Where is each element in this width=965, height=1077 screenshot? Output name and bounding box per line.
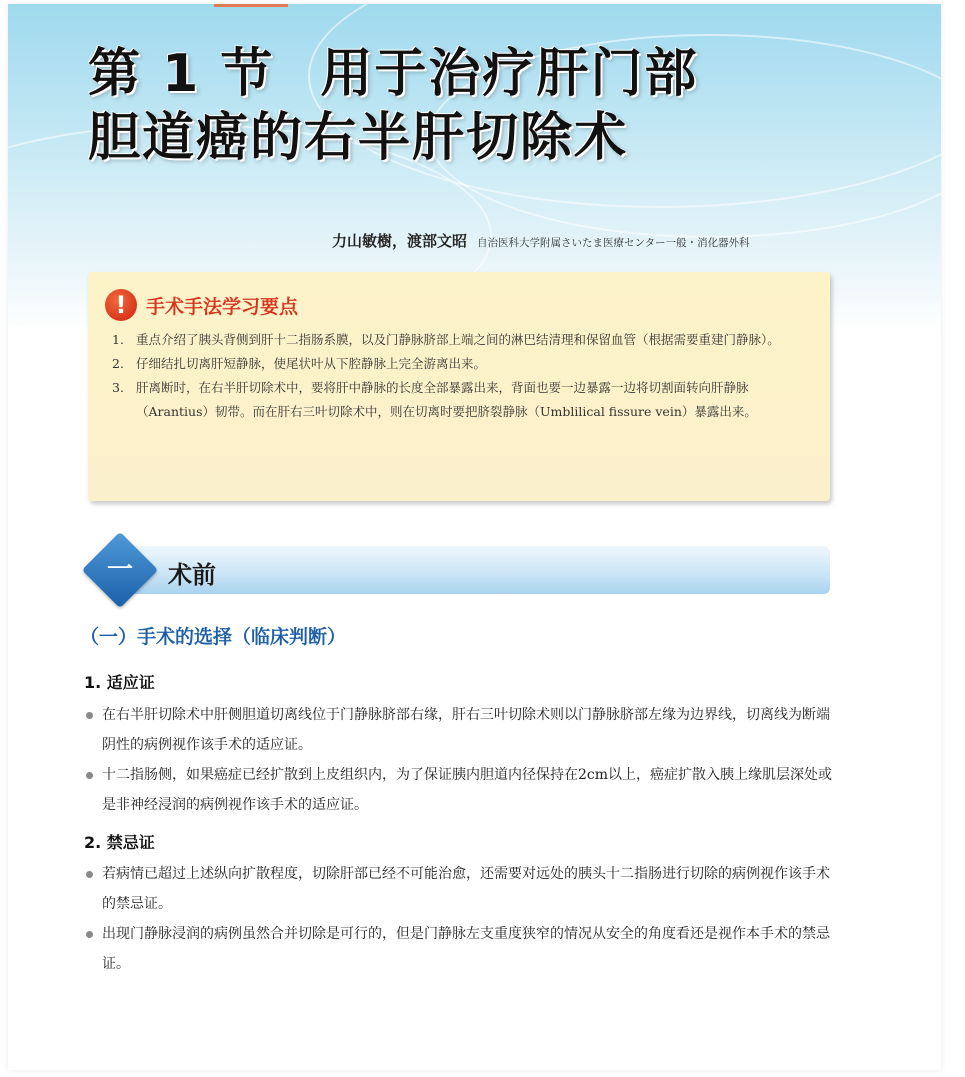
key-point-item (112, 376, 812, 424)
authors: 力山敏樹，渡部文昭 (332, 232, 468, 250)
chapter-title (88, 42, 698, 170)
key-point-number: 3. (112, 380, 124, 395)
key-point-number: 2. (112, 356, 124, 371)
key-points-title: 手术手法学习要点 (146, 296, 299, 318)
list-item: 若病情已超过上述纵向扩散程度，切除肝部已经不可能治愈，还需要对远处的胰头十二指肠进行切除的病例视作该手术的禁忌证。 (84, 859, 834, 919)
key-points-list (112, 328, 812, 424)
contraindications-heading: 2. 禁忌证 (84, 833, 155, 852)
section-title: 术前 (168, 561, 216, 589)
key-point-item (112, 352, 812, 376)
key-point-item (112, 328, 812, 352)
list-item: 出现门静脉浸润的病例虽然合并切除是可行的，但是门静脉左支重度狭窄的情况从安全的角度看还是视作本手术的禁忌证。 (84, 919, 834, 979)
key-point-text: 肝离断时，在右半肝切除术中，要将肝中静脉的长度全部暴露出来，背面也要一边暴露一边将切割面转向肝静脉（Arantius）韧带。而在肝右三叶切除术中，则在切离时要把脐裂静脉（Umblilical fissure vein）暴露出来。 (136, 380, 757, 419)
affiliation: 自治医科大学附属さいたま医療センター一般・消化器外科 (477, 237, 750, 249)
title-section-number: 第 1 节 (88, 44, 275, 104)
title-line1: 用于治疗肝门部 (320, 44, 699, 104)
author-line (332, 230, 750, 251)
indications-heading: 1. 适应证 (84, 673, 155, 692)
exclamation-icon: ! (105, 289, 137, 321)
title-line2: 胆道癌的右半肝切除术 (88, 108, 629, 168)
key-point-text: 仔细结扎切离肝短静脉，使尾状叶从下腔静脉上完全游离出来。 (136, 356, 487, 371)
document-page (8, 4, 941, 1070)
key-point-text: 重点介绍了胰头背侧到肝十二指肠系膜，以及门静脉脐部上端之间的淋巴结清理和保留血管（根据需要重建门静脉）。 (136, 332, 780, 347)
section-number: 一 (106, 555, 133, 585)
contraindications-list (84, 859, 834, 979)
subsection-title: （一）手术的选择（临床判断） (80, 626, 347, 648)
indications-list (84, 700, 834, 820)
top-accent-mark (214, 4, 288, 7)
key-point-number: 1. (112, 332, 124, 347)
section-header-bar (118, 546, 830, 594)
list-item: 十二指肠侧，如果癌症已经扩散到上皮组织内，为了保证胰内胆道内径保持在2cm以上，癌症扩散入胰上缘肌层深处或是非神经浸润的病例视作该手术的适应证。 (84, 760, 834, 820)
list-item: 在右半肝切除术中肝侧胆道切离线位于门静脉脐部右缘，肝右三叶切除术则以门静脉脐部左缘为边界线，切离线为断端阴性的病例视作该手术的适应证。 (84, 700, 834, 760)
key-points-box (88, 272, 830, 501)
